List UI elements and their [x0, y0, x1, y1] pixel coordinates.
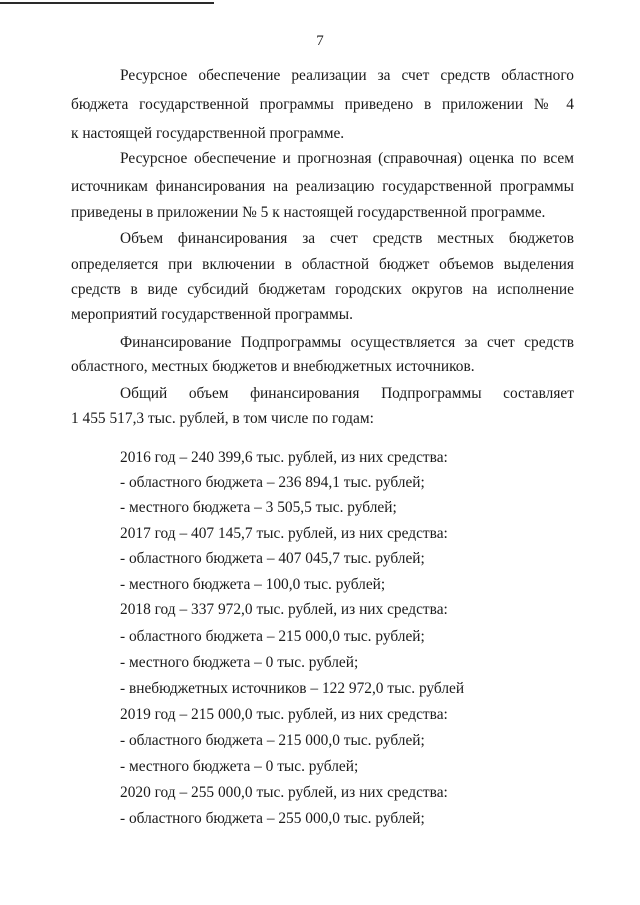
- paragraph-line: Ресурсное обеспечение и прогнозная (справочная) оценка по всем: [120, 150, 574, 167]
- financing-list-item: - областного бюджета – 215 000,0 тыс. рублей;: [120, 732, 425, 749]
- financing-list-item: - местного бюджета – 3 505,5 тыс. рублей;: [120, 499, 397, 516]
- financing-list-item: 2017 год – 407 145,7 тыс. рублей, из них средства:: [120, 525, 448, 542]
- paragraph-line: бюджета государственной программы приведено в приложении № 4: [71, 96, 574, 113]
- paragraph-line: Объем финансирования за счет средств местных бюджетов: [120, 230, 574, 247]
- top-rule: [0, 2, 214, 4]
- paragraph-line: определяется при включении в областной бюджет объемов выделения: [71, 256, 574, 273]
- financing-list-item: - областного бюджета – 255 000,0 тыс. рублей;: [120, 810, 425, 827]
- paragraph-line: к настоящей государственной программе.: [71, 125, 345, 142]
- financing-list-item: 2020 год – 255 000,0 тыс. рублей, из них средства:: [120, 784, 448, 801]
- financing-list-item: - местного бюджета – 0 тыс. рублей;: [120, 654, 359, 671]
- financing-list-item: - областного бюджета – 236 894,1 тыс. рублей;: [120, 474, 425, 491]
- paragraph-line: мероприятий государственной программы.: [71, 306, 353, 323]
- paragraph-line: Ресурсное обеспечение реализации за счет средств областного: [120, 67, 574, 84]
- financing-list-item: 2016 год – 240 399,6 тыс. рублей, из них средства:: [120, 449, 448, 466]
- paragraph-line: Финансирование Подпрограммы осуществляется за счет средств: [120, 334, 574, 351]
- paragraph-line: приведены в приложении № 5 к настоящей государственной программе.: [71, 204, 546, 221]
- paragraph-line: областного, местных бюджетов и внебюджетных источников.: [71, 358, 475, 375]
- financing-list-item: - местного бюджета – 100,0 тыс. рублей;: [120, 576, 386, 593]
- paragraph-line: источникам финансирования на реализацию государственной программы: [71, 178, 574, 195]
- financing-list-item: 2018 год – 337 972,0 тыс. рублей, из них средства:: [120, 601, 448, 618]
- financing-list-item: - областного бюджета – 407 045,7 тыс. рублей;: [120, 550, 425, 567]
- financing-list-item: - внебюджетных источников – 122 972,0 тыс. рублей: [120, 680, 465, 697]
- financing-list-item: 2019 год – 215 000,0 тыс. рублей, из них средства:: [120, 706, 448, 723]
- financing-list-item: - местного бюджета – 0 тыс. рублей;: [120, 758, 359, 775]
- paragraph-line: средств в виде субсидий бюджетам городских округов на исполнение: [71, 281, 574, 298]
- paragraph-line: Общий объем финансирования Подпрограммы составляет: [120, 385, 574, 402]
- page-number: 7: [316, 33, 324, 49]
- financing-list-item: - областного бюджета – 215 000,0 тыс. рублей;: [120, 628, 425, 645]
- paragraph-line: 1 455 517,3 тыс. рублей, в том числе по годам:: [71, 410, 374, 427]
